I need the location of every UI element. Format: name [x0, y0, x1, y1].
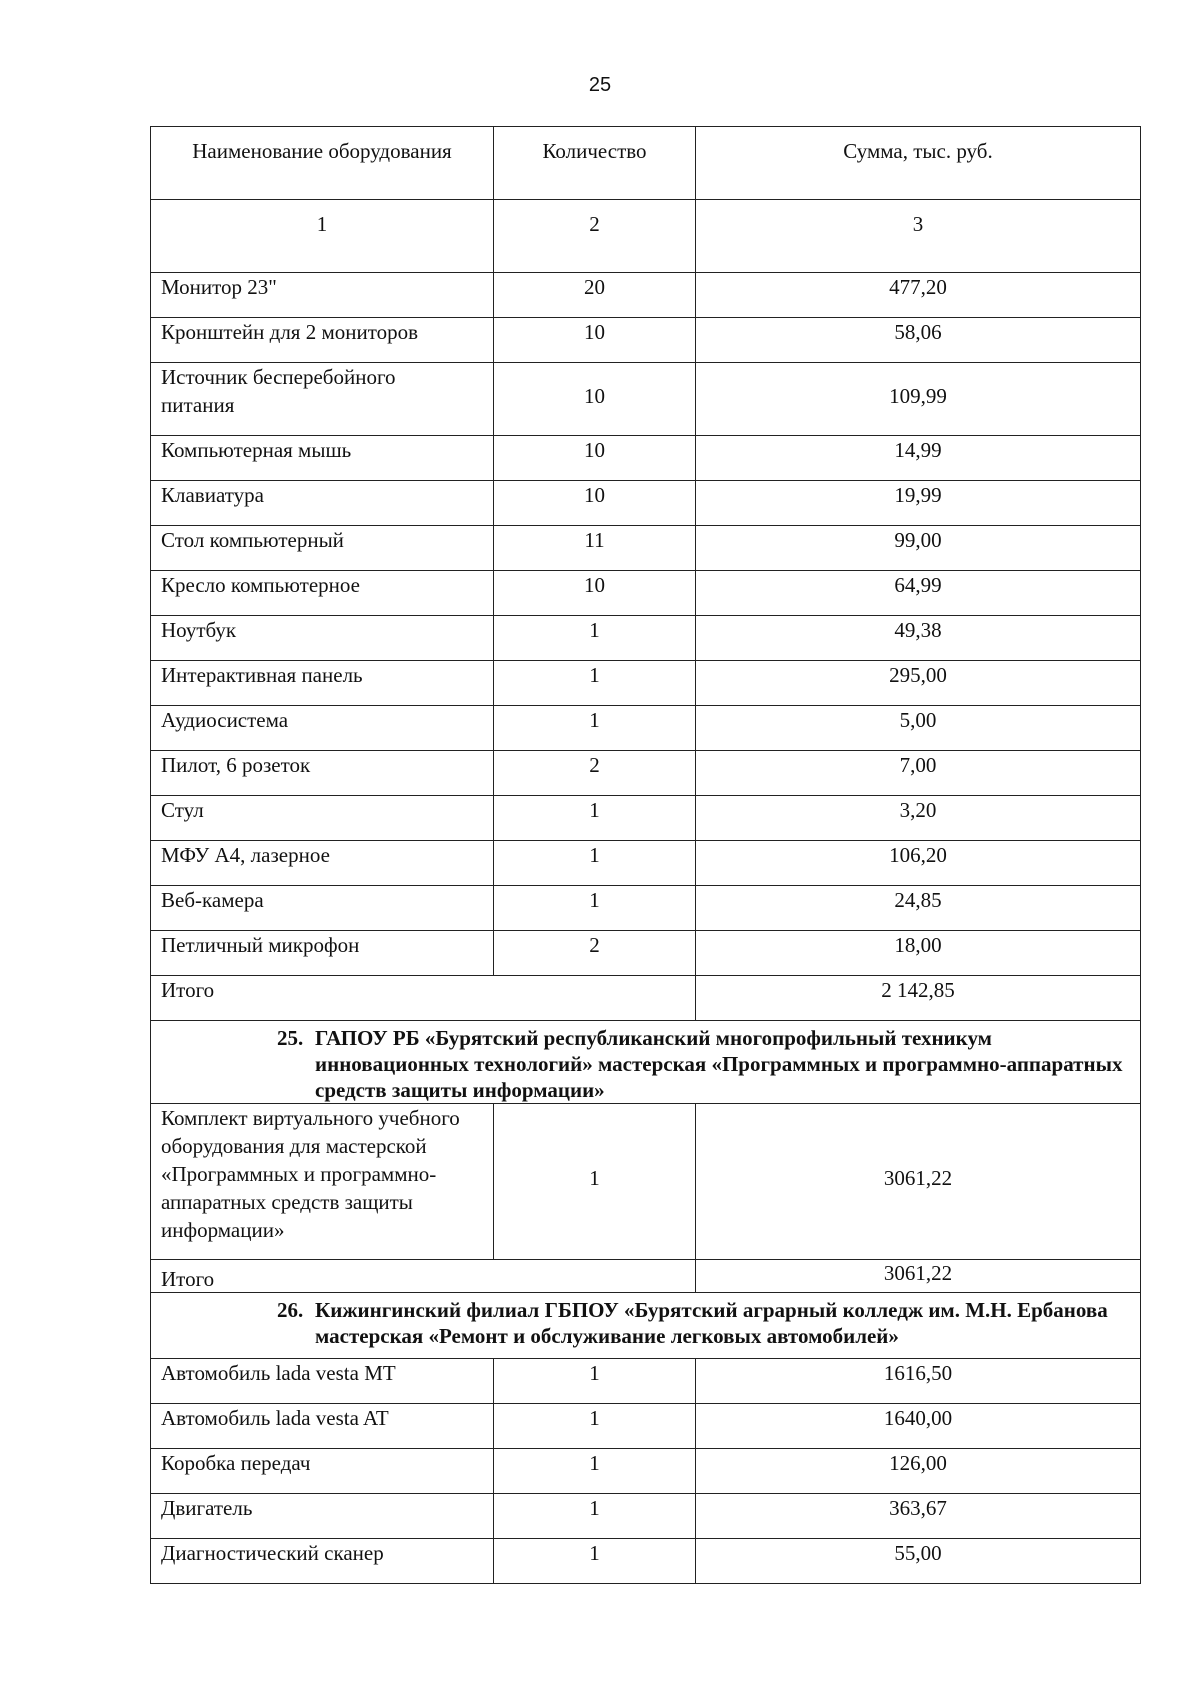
header-row — [151, 127, 1141, 200]
item-quantity: 10 — [494, 481, 696, 526]
item-quantity: 1 — [494, 841, 696, 886]
section-title: ГАПОУ РБ «Бурятский республиканский многопрофильный техникум инновационных технологий» мастерская «Программных и программно-аппаратных средств защиты информации» — [315, 1026, 1123, 1102]
item-quantity: 10 — [494, 436, 696, 481]
item-name: Кресло компьютерное — [151, 571, 494, 616]
item-name: Пилот, 6 розеток — [151, 751, 494, 796]
item-name: Петличный микрофон — [151, 931, 494, 976]
item-quantity: 10 — [494, 318, 696, 363]
table-row — [151, 571, 1141, 616]
table-row — [151, 931, 1141, 976]
section-title: Кижингинский филиал ГБПОУ «Бурятский аграрный колледж им. М.Н. Ербанова мастерская «Ремонт и обслуживание легковых автомобилей» — [315, 1298, 1108, 1348]
table-row — [151, 526, 1141, 571]
item-sum: 363,67 — [696, 1494, 1141, 1539]
item-name: Автомобиль lada vesta AT — [151, 1404, 494, 1449]
item-name: Стул — [151, 796, 494, 841]
item-sum: 14,99 — [696, 436, 1141, 481]
item-quantity: 1 — [494, 796, 696, 841]
item-quantity: 10 — [494, 363, 696, 436]
total-sum: 3061,22 — [696, 1260, 1141, 1293]
item-sum: 19,99 — [696, 481, 1141, 526]
table-row — [151, 436, 1141, 481]
column-number: 2 — [494, 200, 696, 273]
table-row — [151, 1494, 1141, 1539]
section-header-25 — [151, 1021, 1141, 1104]
column-number: 3 — [696, 200, 1141, 273]
item-quantity: 2 — [494, 751, 696, 796]
item-sum: 24,85 — [696, 886, 1141, 931]
item-sum: 55,00 — [696, 1539, 1141, 1584]
item-sum: 64,99 — [696, 571, 1141, 616]
item-sum: 18,00 — [696, 931, 1141, 976]
column-number-row — [151, 200, 1141, 273]
item-sum: 109,99 — [696, 363, 1141, 436]
section-number: 26. — [277, 1298, 304, 1322]
item-sum: 1640,00 — [696, 1404, 1141, 1449]
table-row — [151, 1404, 1141, 1449]
item-name: Аудиосистема — [151, 706, 494, 751]
item-quantity: 1 — [494, 616, 696, 661]
item-sum: 477,20 — [696, 273, 1141, 318]
item-quantity: 1 — [494, 1449, 696, 1494]
item-sum: 58,06 — [696, 318, 1141, 363]
item-sum: 106,20 — [696, 841, 1141, 886]
item-name: Компьютерная мышь — [151, 436, 494, 481]
item-sum: 99,00 — [696, 526, 1141, 571]
item-name: Стол компьютерный — [151, 526, 494, 571]
section-title-cell — [151, 1021, 1141, 1104]
item-name: Двигатель — [151, 1494, 494, 1539]
table-row — [151, 1449, 1141, 1494]
total-row — [151, 1260, 1141, 1293]
item-quantity: 1 — [494, 1494, 696, 1539]
item-name: Ноутбук — [151, 616, 494, 661]
item-name: Монитор 23" — [151, 273, 494, 318]
item-name: Источник бесперебойного питания — [151, 363, 494, 436]
table-row — [151, 1104, 1141, 1260]
table-row — [151, 886, 1141, 931]
table-row — [151, 661, 1141, 706]
item-quantity: 10 — [494, 571, 696, 616]
item-name: Клавиатура — [151, 481, 494, 526]
item-quantity: 11 — [494, 526, 696, 571]
section-number: 25. — [277, 1026, 304, 1050]
item-quantity: 20 — [494, 273, 696, 318]
item-quantity: 1 — [494, 1104, 696, 1260]
table-row — [151, 481, 1141, 526]
equipment-table — [150, 126, 1141, 1584]
section-header-26 — [151, 1293, 1141, 1359]
header-sum: Сумма, тыс. руб. — [696, 127, 1141, 200]
total-row — [151, 976, 1141, 1021]
item-name: МФУ А4, лазерное — [151, 841, 494, 886]
item-quantity: 1 — [494, 661, 696, 706]
item-quantity: 1 — [494, 886, 696, 931]
item-quantity: 1 — [494, 1539, 696, 1584]
table-row — [151, 1359, 1141, 1404]
table-row — [151, 616, 1141, 661]
item-sum: 5,00 — [696, 706, 1141, 751]
total-sum: 2 142,85 — [696, 976, 1141, 1021]
table-row — [151, 318, 1141, 363]
table-row — [151, 841, 1141, 886]
total-label: Итого — [151, 1260, 696, 1293]
item-quantity: 1 — [494, 1359, 696, 1404]
item-name: Коробка передач — [151, 1449, 494, 1494]
table-row — [151, 796, 1141, 841]
header-equipment-name: Наименование оборудования — [151, 127, 494, 200]
item-sum: 7,00 — [696, 751, 1141, 796]
item-sum: 295,00 — [696, 661, 1141, 706]
page-number: 25 — [588, 74, 612, 96]
item-name: Интерактивная панель — [151, 661, 494, 706]
item-name: Кронштейн для 2 мониторов — [151, 318, 494, 363]
item-quantity: 1 — [494, 1404, 696, 1449]
item-quantity: 2 — [494, 931, 696, 976]
table-row — [151, 1539, 1141, 1584]
total-label: Итого — [151, 976, 696, 1021]
section-title-cell — [151, 1293, 1141, 1359]
table-row — [151, 273, 1141, 318]
item-sum: 3,20 — [696, 796, 1141, 841]
table-row — [151, 363, 1141, 436]
item-name: Веб-камера — [151, 886, 494, 931]
header-quantity: Количество — [494, 127, 696, 200]
item-sum: 1616,50 — [696, 1359, 1141, 1404]
item-sum: 126,00 — [696, 1449, 1141, 1494]
item-sum: 49,38 — [696, 616, 1141, 661]
item-sum: 3061,22 — [696, 1104, 1141, 1260]
item-name: Диагностический сканер — [151, 1539, 494, 1584]
item-name: Автомобиль lada vesta MT — [151, 1359, 494, 1404]
table-row — [151, 706, 1141, 751]
item-quantity: 1 — [494, 706, 696, 751]
item-name: Комплект виртуального учебного оборудования для мастерской «Программных и программно-аппаратных средств защиты информации» — [151, 1104, 494, 1260]
column-number: 1 — [151, 200, 494, 273]
table-row — [151, 751, 1141, 796]
